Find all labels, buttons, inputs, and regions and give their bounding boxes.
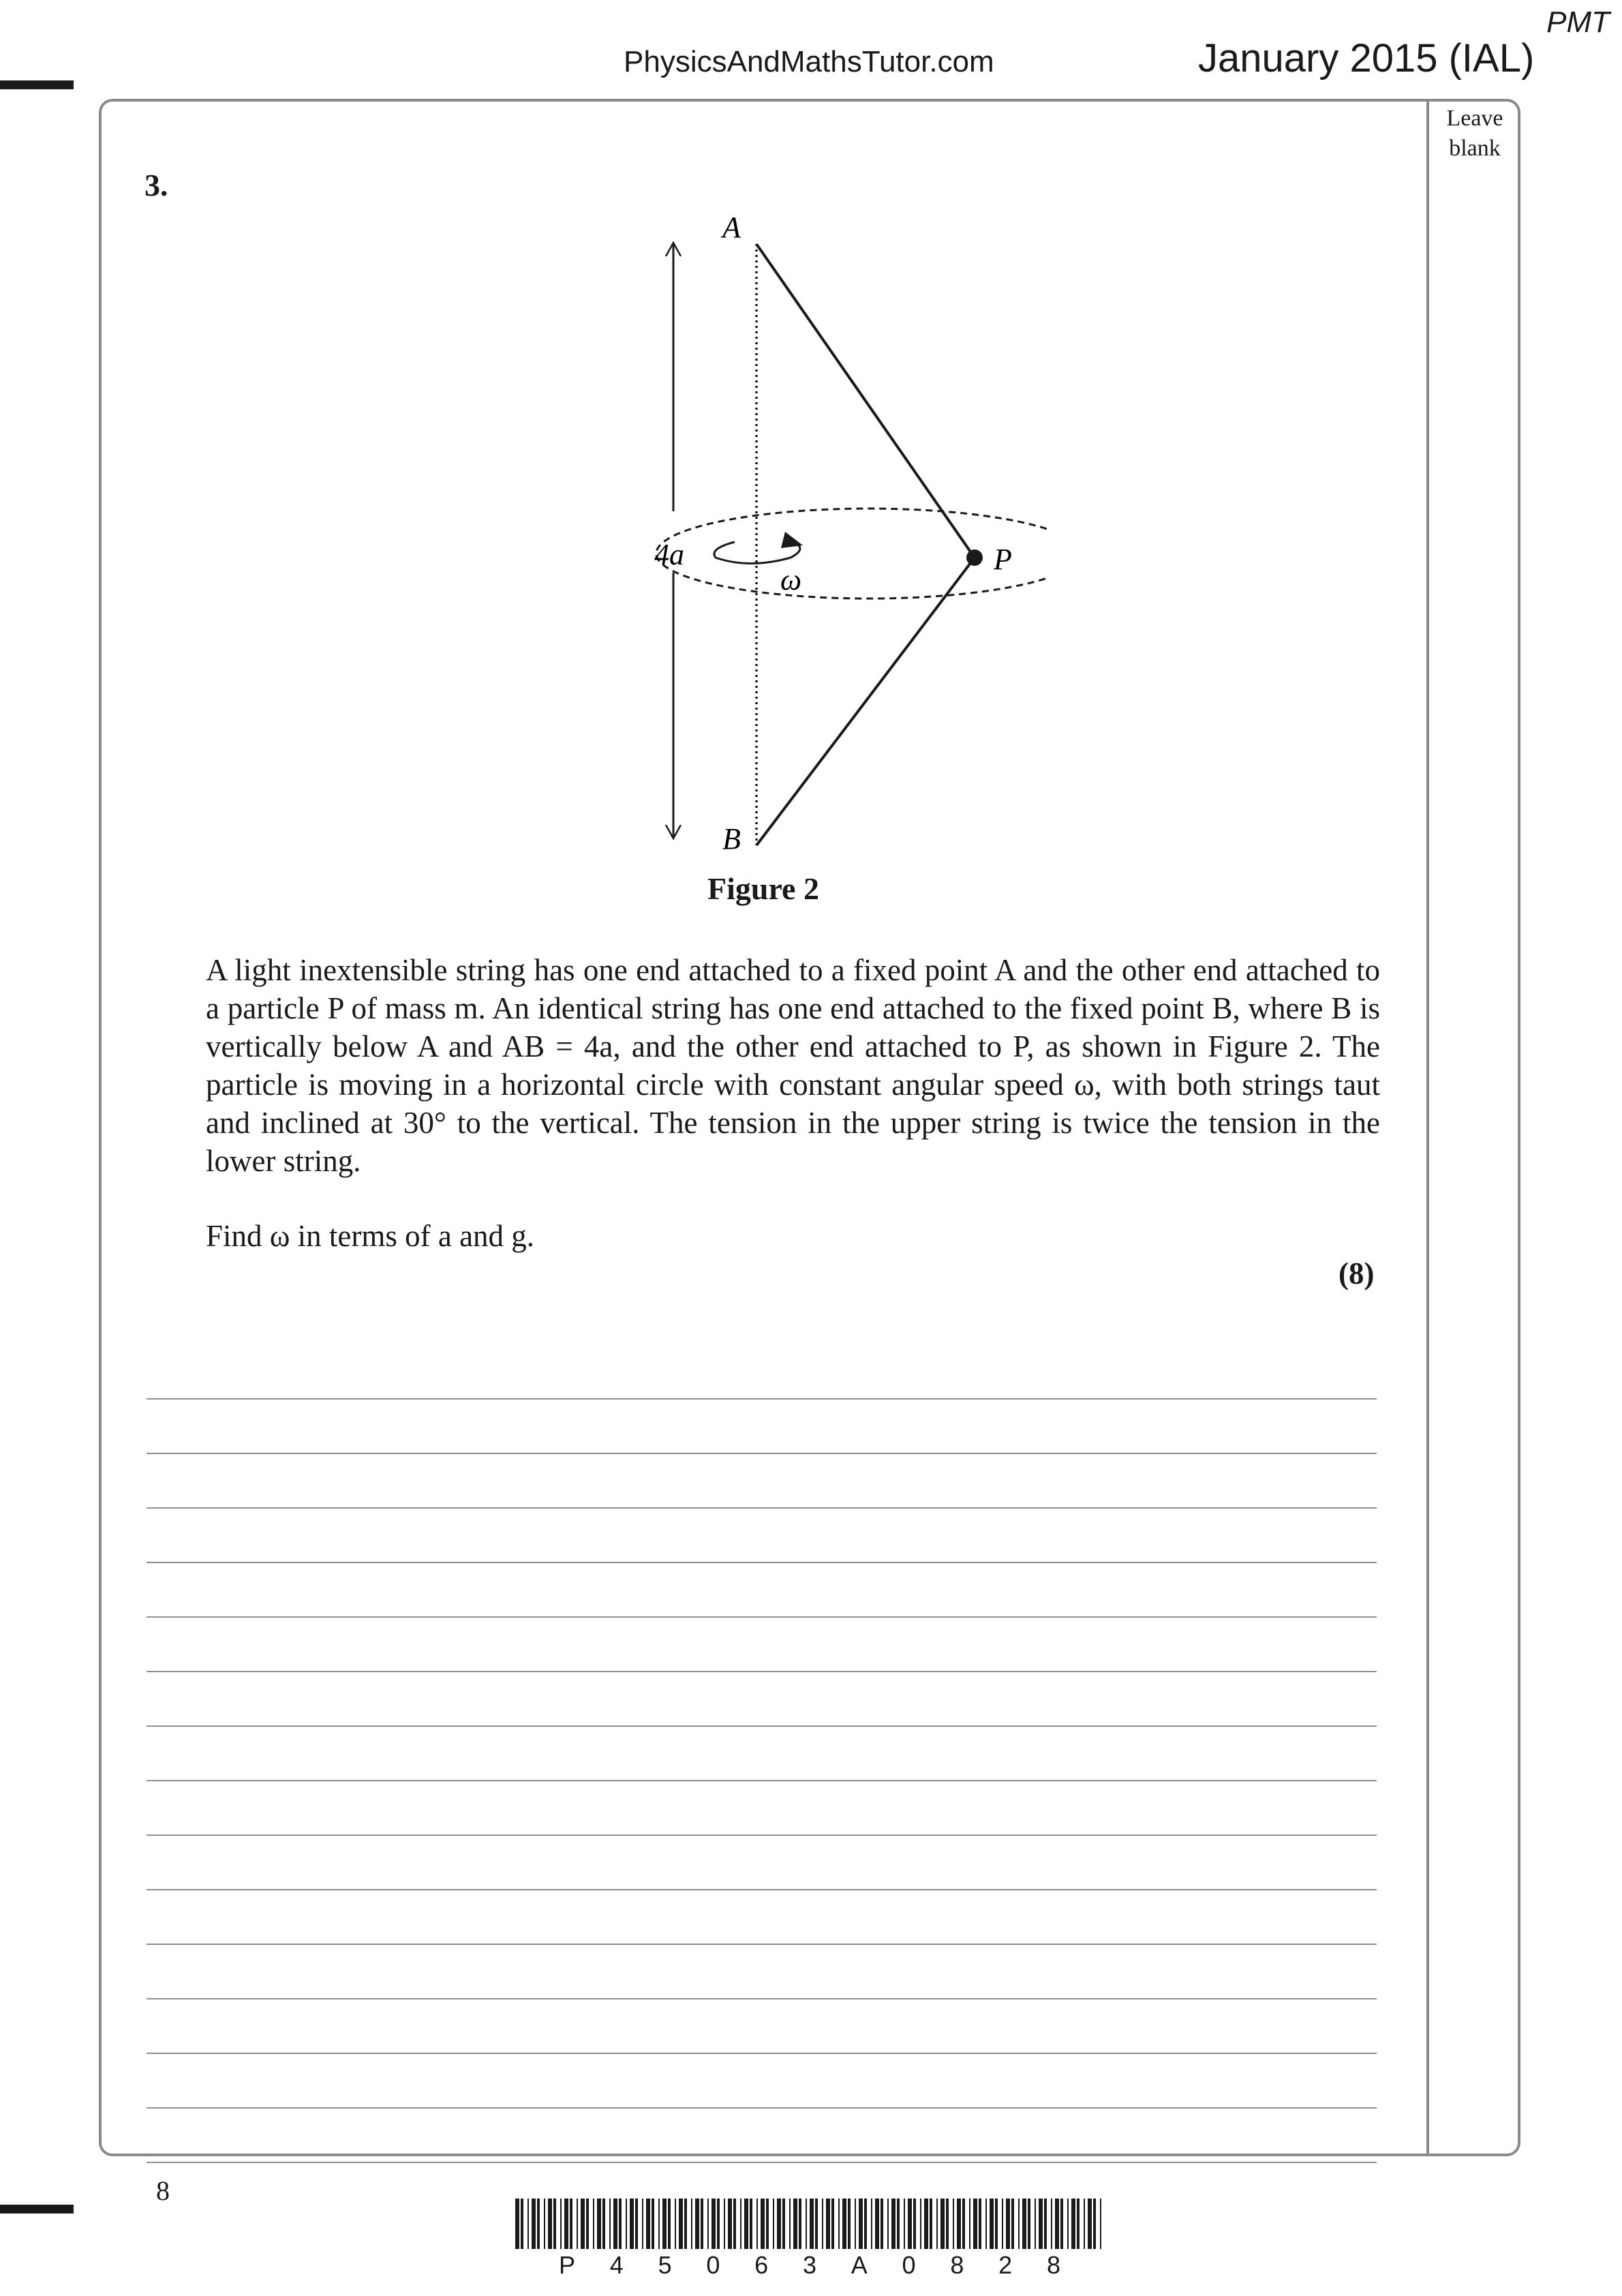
leave-label: Leave — [1446, 106, 1503, 131]
barcode-bar — [1067, 2199, 1069, 2249]
barcode-char: 4 — [609, 2251, 624, 2279]
barcode-char: A — [851, 2251, 868, 2279]
barcode-bar — [553, 2199, 556, 2249]
barcode-bar — [658, 2199, 660, 2249]
barcode-bar — [679, 2199, 683, 2249]
barcode-bar — [630, 2199, 634, 2249]
registration-mark-top — [0, 80, 74, 89]
barcode-bar — [564, 2199, 568, 2249]
barcode-bar — [1071, 2199, 1075, 2249]
barcode-bar — [1035, 2199, 1036, 2249]
website-header: PhysicsAndMathsTutor.com — [624, 45, 994, 78]
question-prompt: Find ω in terms of a and g. — [206, 1219, 535, 1253]
barcode-bar — [1011, 2199, 1014, 2249]
barcode-bar — [635, 2199, 638, 2249]
barcode-bar — [662, 2199, 667, 2249]
barcode-bar — [695, 2199, 699, 2249]
label-p: P — [994, 543, 1012, 576]
rotation-arrowhead-icon — [781, 532, 803, 548]
barcode-bar — [626, 2199, 627, 2249]
barcode-bar — [887, 2199, 889, 2249]
barcode-char: P — [559, 2251, 576, 2279]
barcode-bar — [864, 2199, 867, 2249]
barcode-bar — [810, 2199, 814, 2249]
barcode-bar — [859, 2199, 863, 2249]
barcode-bar — [744, 2199, 748, 2249]
answer-line[interactable] — [147, 2054, 1377, 2109]
barcode-bar — [675, 2199, 676, 2249]
label-4a: 4a — [654, 538, 684, 571]
barcode-bar — [597, 2199, 601, 2249]
page-number: 8 — [156, 2175, 170, 2206]
barcode-bar — [799, 2199, 801, 2249]
barcode-bar — [881, 2199, 883, 2249]
barcode-bar — [831, 2199, 834, 2249]
barcode-bar — [995, 2199, 998, 2249]
barcode-bar — [1044, 2199, 1047, 2249]
barcode-bar — [668, 2199, 671, 2249]
barcode-char: 3 — [802, 2251, 816, 2279]
barcode-char: 8 — [1046, 2251, 1060, 2279]
figure-2-diagram — [518, 205, 1050, 859]
barcode-bar — [750, 2199, 752, 2249]
barcode-bar — [838, 2199, 840, 2249]
answer-line[interactable] — [147, 1836, 1377, 1890]
barcode-bar — [532, 2199, 536, 2249]
answer-line[interactable] — [147, 1781, 1377, 1836]
label-b: B — [722, 822, 741, 856]
barcode-bar — [773, 2199, 774, 2249]
barcode-bar — [815, 2199, 818, 2249]
barcode-bar — [1039, 2199, 1043, 2249]
barcode-bar — [777, 2199, 781, 2249]
barcode-char: 8 — [950, 2251, 964, 2279]
answer-line[interactable] — [147, 1454, 1377, 1509]
barcode-bar — [789, 2199, 791, 2249]
barcode-bar — [548, 2199, 552, 2249]
barcode-bar — [609, 2199, 611, 2249]
barcode-bar — [979, 2199, 981, 2249]
barcode-bar — [593, 2199, 594, 2249]
answer-line[interactable] — [147, 1945, 1377, 1999]
barcode-bar — [1084, 2199, 1085, 2249]
answer-line[interactable] — [147, 1509, 1377, 1563]
label-omega: ω — [780, 563, 802, 596]
barcode-char: 2 — [998, 2251, 1013, 2279]
barcode-bar — [897, 2199, 900, 2249]
barcode-bar — [740, 2199, 741, 2249]
answer-line[interactable] — [147, 2109, 1377, 2163]
barcode-bar — [515, 2199, 519, 2249]
barcode-bar — [973, 2199, 977, 2249]
barcode-bar — [684, 2199, 687, 2249]
barcode-bar — [1018, 2199, 1020, 2249]
barcode-bar — [646, 2199, 650, 2249]
barcode-bar — [962, 2199, 965, 2249]
answer-line[interactable] — [147, 1999, 1377, 2054]
barcode-bar — [1093, 2199, 1096, 2249]
barcode-bar — [1077, 2199, 1080, 2249]
barcode-bar — [761, 2199, 765, 2249]
barcode-bar — [793, 2199, 797, 2249]
answer-line[interactable] — [147, 1890, 1377, 1945]
barcode-bar — [1051, 2199, 1052, 2249]
barcode-bar — [1088, 2199, 1092, 2249]
barcode-bar — [1060, 2199, 1063, 2249]
exam-session: January 2015 (IAL) — [1198, 36, 1535, 80]
barcode — [515, 2199, 1108, 2252]
barcode-bar — [521, 2199, 523, 2249]
barcode-char: 0 — [706, 2251, 720, 2279]
barcode-bar — [990, 2199, 994, 2249]
barcode-bar — [871, 2199, 872, 2249]
answer-lines[interactable] — [147, 1345, 1377, 2163]
particle-p — [966, 549, 983, 566]
answer-line[interactable] — [147, 1345, 1377, 1400]
barcode-char: 6 — [754, 2251, 769, 2279]
barcode-char: 5 — [658, 2251, 672, 2279]
barcode-bar — [842, 2199, 846, 2249]
lower-string — [756, 558, 975, 845]
barcode-bar — [711, 2199, 716, 2249]
barcode-bar — [875, 2199, 879, 2249]
barcode-bar — [969, 2199, 970, 2249]
barcode-bar — [613, 2199, 617, 2249]
barcode-bar — [717, 2199, 720, 2249]
barcode-bar — [957, 2199, 961, 2249]
answer-line[interactable] — [147, 1618, 1377, 1672]
barcode-bar — [724, 2199, 725, 2249]
answer-line[interactable] — [147, 1563, 1377, 1618]
barcode-bar — [913, 2199, 916, 2249]
barcode-bar — [756, 2199, 758, 2249]
barcode-bar — [1028, 2199, 1030, 2249]
barcode-bar — [848, 2199, 851, 2249]
barcode-bar — [904, 2199, 905, 2249]
barcode-bar — [586, 2199, 589, 2249]
answer-line[interactable] — [147, 1727, 1377, 1781]
barcode-bar — [733, 2199, 736, 2249]
barcode-bar — [707, 2199, 709, 2249]
barcode-bar — [766, 2199, 769, 2249]
barcode-bar — [560, 2199, 562, 2249]
barcode-bar — [920, 2199, 921, 2249]
barcode-bar — [652, 2199, 654, 2249]
barcode-bar — [891, 2199, 896, 2249]
label-a: A — [722, 211, 741, 244]
barcode-bar — [822, 2199, 823, 2249]
barcode-bar — [602, 2199, 605, 2249]
margin-divider — [1426, 100, 1429, 2155]
answer-line[interactable] — [147, 1400, 1377, 1454]
barcode-bar — [581, 2199, 585, 2249]
marks-label: (8) — [1338, 1256, 1375, 1290]
answer-line[interactable] — [147, 1672, 1377, 1727]
barcode-bar — [537, 2199, 540, 2249]
barcode-text — [559, 2251, 1060, 2280]
barcode-bar — [908, 2199, 912, 2249]
barcode-bar — [1006, 2199, 1010, 2249]
barcode-bar — [924, 2199, 928, 2249]
barcode-bar — [1055, 2199, 1059, 2249]
barcode-bar — [544, 2199, 545, 2249]
registration-mark-bottom — [0, 2205, 74, 2214]
barcode-bar — [1002, 2199, 1003, 2249]
barcode-bar — [527, 2199, 529, 2249]
barcode-bar — [936, 2199, 938, 2249]
barcode-bar — [940, 2199, 945, 2249]
barcode-bar — [577, 2199, 578, 2249]
barcode-bar — [930, 2199, 932, 2249]
barcode-bar — [946, 2199, 949, 2249]
leave-blank-label — [1430, 104, 1519, 164]
pmt-tag: PMT — [1546, 5, 1610, 39]
barcode-char: 0 — [902, 2251, 916, 2279]
barcode-bar — [826, 2199, 830, 2249]
barcode-bar — [701, 2199, 703, 2249]
figure-caption: Figure 2 — [707, 871, 819, 906]
barcode-bar — [642, 2199, 643, 2249]
blank-label: blank — [1449, 136, 1501, 161]
barcode-bar — [782, 2199, 785, 2249]
question-number: 3. — [144, 168, 168, 202]
barcode-bar — [619, 2199, 622, 2249]
barcode-bar — [806, 2199, 807, 2249]
barcode-bar — [1100, 2199, 1101, 2249]
barcode-bar — [570, 2199, 572, 2249]
question-text: A light inextensible string has one end attached to a fixed point A and the other end attached to a particle P of mass m. An identical string has one end attached to the fixed point B, where B is vertically below A and AB = 4a, and the other end attached to P, as shown in Figure 2. The particle is moving in a horizontal circle with constant angular speed ω, with both strings taut and inclined at 30° to the vertical. The tension in the upper string is twice the tension in the lower string. — [206, 953, 1380, 1178]
barcode-bar — [985, 2199, 987, 2249]
barcode-bar — [1022, 2199, 1026, 2249]
barcode-bar — [728, 2199, 732, 2249]
barcode-bar — [855, 2199, 856, 2249]
barcode-bar — [691, 2199, 692, 2249]
barcode-bar — [953, 2199, 954, 2249]
